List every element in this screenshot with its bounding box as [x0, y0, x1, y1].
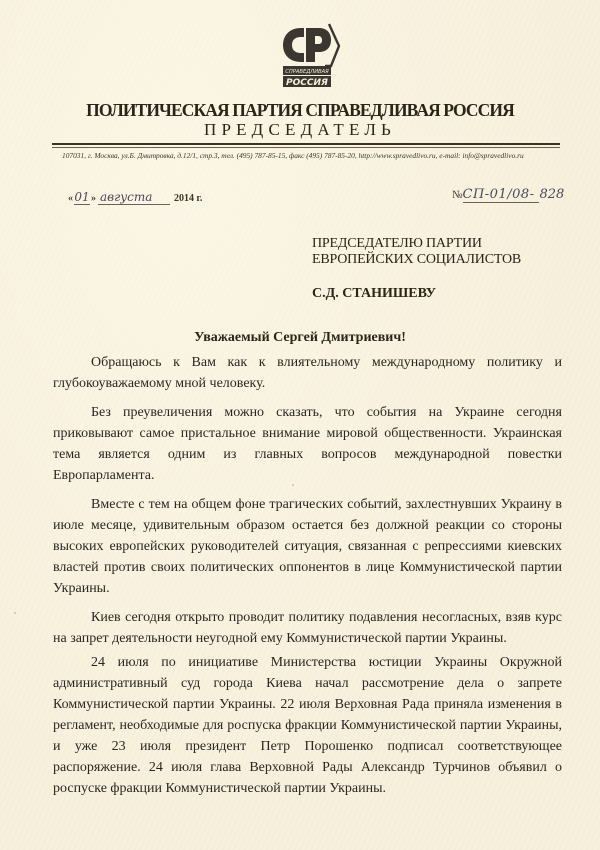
date-month-handwritten: августа — [98, 190, 170, 205]
date-year: 2014 г. — [174, 193, 203, 204]
addressee-title-line2: ЕВРОПЕЙСКИХ СОЦИАЛИСТОВ — [312, 252, 522, 267]
body-paragraph: Вместе с тем на общем фоне трагических событий, захлестнувших Украину в июле месяце, удивительным образом остается без должной реакции со стороны высоких европейских руководителей ситуация, связанная с репрессиями киевских властей против своих политических оппонентов в лице Коммунистической партии Украины. — [53, 497, 562, 596]
logo-line2: РОССИЯ — [286, 78, 328, 88]
paper-speck — [14, 612, 16, 614]
header-rule-thin — [52, 147, 560, 148]
letter-date — [68, 190, 202, 205]
paper-speck — [520, 194, 522, 196]
addressee-name: С.Д. СТАНИШЕВУ — [312, 286, 437, 301]
reference-number-handwritten: СП-01/08- — [463, 187, 539, 203]
date-open-quote: « — [68, 193, 73, 204]
logo-line1: СПРАВЕДЛИВАЯ — [285, 69, 329, 75]
salutation: Уважаемый Сергей Дмитриевич! — [194, 330, 406, 345]
sr-party-logo-icon — [279, 22, 341, 88]
letterhead-address: 107031, г. Москва, ул.Б. Дмитровка, д.12/1, стр.3, тел. (495) 787-85-15, факс (495) 787-85-20, http://www.spravedlivo.ru, e-mail: info@spravedlivo.ru — [62, 151, 524, 160]
body-paragraph: Киев сегодня открыто проводит политику подавления несогласных, взяв курс на запрет деятельности неугодной ему Коммунистической партии Украины. — [53, 610, 562, 646]
reference-number — [452, 187, 564, 203]
body-paragraph: Обращаюсь к Вам как к влиятельному международному политику и глубокоуважаемому мной человеку. — [53, 355, 562, 391]
header-rule-thick — [52, 143, 560, 145]
body-paragraph: Без преувеличения можно сказать, что события на Украине сегодня приковывают самое пристальное внимание мировой общественности. Украинская тема является одним из главных вопросов международной повестки Европарламента. — [53, 405, 562, 483]
reference-suffix-handwritten: 828 — [539, 187, 565, 202]
date-close-quote: » — [91, 193, 96, 204]
addressee-title-line1: ПРЕДСЕДАТЕЛЮ ПАРТИИ — [312, 236, 482, 251]
organization-title: ПОЛИТИЧЕСКАЯ ПАРТИЯ СПРАВЕДЛИВАЯ РОССИЯ — [86, 100, 514, 120]
paper-speck — [292, 484, 294, 486]
date-day-handwritten: 01 — [74, 190, 90, 204]
reference-label: № — [452, 189, 463, 201]
addressee-block — [312, 236, 521, 268]
body-paragraph: 24 июля по инициативе Министерства юстиции Украины Окружной административный суд города Киева начал рассмотрение дела о запрете Коммунистической партии Украины. 22 июля Верховная Рада приняла изменения в регламент, необходимые для роспуска фракции Коммунистической партии Украины, и уже 23 июля президент Петр Порошенко подписал соответствующее распоряжение. 24 июля глава Верховной Рады Александр Турчинов объявил о роспуске фракции Коммунистической партии Украины. — [53, 655, 562, 796]
office-title: ПРЕДСЕДАТЕЛЬ — [203, 120, 397, 139]
letter-body — [53, 352, 562, 807]
